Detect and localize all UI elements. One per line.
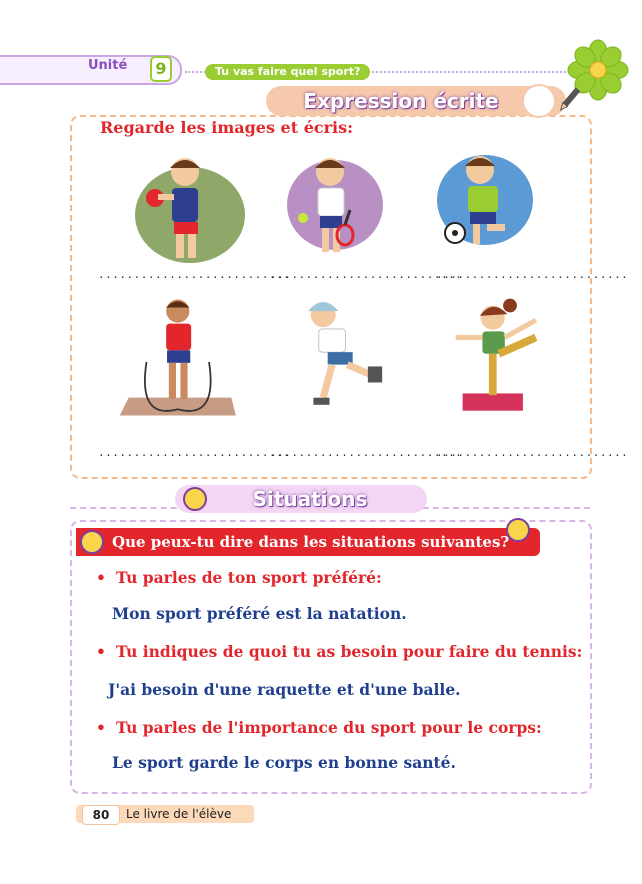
situation-answer-2: J'ai besoin d'une raquette et d'une balle.: [108, 680, 461, 699]
answer-blank-4[interactable]: ...........................: [98, 446, 291, 459]
answer-blank-3[interactable]: ...........................: [436, 268, 629, 281]
question-text: Que peux-tu dire dans les situations suivantes?: [112, 533, 510, 551]
topic-title: Tu vas faire quel sport?: [205, 64, 370, 80]
decor-circle: [522, 84, 556, 118]
smiley-icon: [183, 487, 207, 511]
book-title: Le livre de l'élève: [126, 807, 232, 821]
football-kid-image: [435, 148, 565, 273]
jump-rope-kid-image: [115, 295, 245, 420]
boxing-kid-image: [130, 150, 260, 275]
smiley-icon: [506, 518, 530, 542]
situation-answer-3: Le sport garde le corps en bonne santé.: [112, 753, 456, 772]
situation-prompt-2: Tu indiques de quoi tu as besoin pour faire du tennis:: [116, 642, 583, 661]
bullet-dot: •: [96, 718, 106, 737]
answer-blank-5[interactable]: ...........................: [270, 446, 463, 459]
unit-number: 9: [150, 56, 172, 82]
answer-blank-2[interactable]: ...........................: [270, 268, 463, 281]
bullet-dot: •: [96, 568, 106, 587]
bullet-dot: •: [96, 642, 106, 661]
page-number: 80: [82, 805, 120, 825]
answer-blank-6[interactable]: ...........................: [436, 446, 629, 459]
instruction-text: Regarde les images et écris:: [100, 118, 354, 137]
pencil-icon: [556, 86, 582, 114]
situation-answer-1: Mon sport préféré est la natation.: [112, 604, 407, 623]
smiley-icon: [80, 530, 104, 554]
section-title-expression: Expression écrite: [303, 89, 499, 113]
situation-prompt-3: Tu parles de l'importance du sport pour le corps:: [116, 718, 542, 737]
gymnastics-girl-image: [445, 290, 575, 415]
section-title-situations: Situations: [252, 487, 368, 511]
answer-blank-1[interactable]: ...........................: [98, 268, 291, 281]
unit-label: Unité: [88, 58, 128, 73]
situation-prompt-1: Tu parles de ton sport préféré:: [116, 568, 382, 587]
tennis-kid-image: [285, 150, 415, 275]
rollerblade-kid-image: [285, 295, 415, 420]
